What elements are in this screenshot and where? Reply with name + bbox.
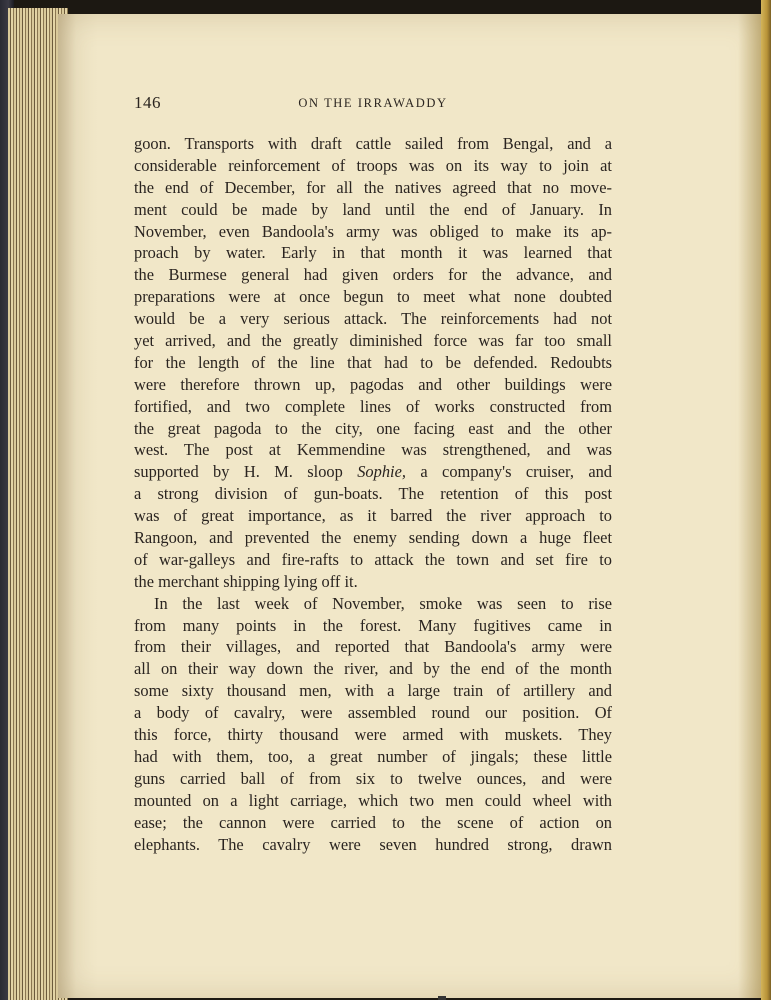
text-line: mounted on a light carriage, which two men could wheel with — [134, 790, 612, 810]
gilt-page-edge — [761, 0, 771, 1000]
text-line: guns carried ball of from six to twelve ounces, and were — [134, 768, 612, 788]
text-line: ease; the cannon were carried to the scene of action on — [134, 812, 612, 832]
text-fragment: a company's cruiser, and — [420, 462, 612, 482]
text-line: was of great importance, as it barred the river approach to — [134, 506, 612, 526]
text-fragment: supported by H. M. sloop — [134, 462, 343, 482]
text-line: of war-galleys and fire-rafts to attack the town and set fire to — [134, 549, 612, 569]
text-line: from many points in the forest. Many fugitives came in — [134, 615, 612, 635]
text-line: some sixty thousand men, with a large train of artillery and — [134, 681, 612, 701]
text-line: had with them, too, a great number of jingals; these little — [134, 746, 612, 766]
text-line: west. The post at Kemmendine was strengthened, and was — [134, 440, 612, 460]
page-header — [134, 93, 612, 117]
text-line-with-ship-name — [134, 461, 612, 483]
text-line: the great pagoda to the city, one facing east and the other — [134, 418, 612, 438]
page-number: 146 — [134, 93, 161, 112]
text-line: a strong division of gun-boats. The retention of this post — [134, 484, 612, 504]
text-line: elephants. The cavalry were seven hundred strong, drawn — [134, 834, 612, 854]
ship-name: Sophie, — [357, 462, 406, 482]
text-line: November, even Bandoola's army was obliged to make its ap- — [134, 221, 612, 241]
running-head: ON THE IRRAWADDY — [298, 96, 448, 110]
text-line: fortified, and two complete lines of works constructed from — [134, 396, 612, 416]
text-line: Rangoon, and prevented the enemy sending down a huge fleet — [134, 528, 612, 548]
text-line: this force, thirty thousand were armed with muskets. They — [134, 725, 612, 745]
text-line: were therefore thrown up, pagodas and other buildings were — [134, 374, 612, 394]
text-line: ment could be made by land until the end of January. In — [134, 199, 612, 219]
paragraph-end-line: the merchant shipping lying off it. — [134, 571, 358, 591]
text-line: the end of December, for all the natives agreed that no move- — [134, 177, 612, 197]
text-line: considerable reinforcement of troops was on its way to join at — [134, 155, 612, 175]
text-line: all on their way down the river, and by the end of the month — [134, 659, 612, 679]
body-text — [134, 133, 612, 855]
text-line: yet arrived, and the greatly diminished force was far too small — [134, 331, 612, 351]
text-line: the Burmese general had given orders for the advance, and — [134, 265, 612, 285]
text-line: for the length of the line that had to be defended. Redoubts — [134, 352, 612, 372]
scan-artifact — [438, 996, 446, 1000]
text-line: preparations were at once begun to meet what none doubted — [134, 287, 612, 307]
text-line: a body of cavalry, were assembled round our position. Of — [134, 703, 612, 723]
text-line: would be a very serious attack. The reinforcements had not — [134, 309, 612, 329]
paragraph-start-line: In the last week of November, smoke was seen to rise — [154, 593, 612, 613]
text-line: proach by water. Early in that month it was learned that — [134, 243, 612, 263]
text-line: goon. Transports with draft cattle sailed from Bengal, and a — [134, 134, 612, 153]
text-line: from their villages, and reported that Bandoola's army were — [134, 637, 612, 657]
